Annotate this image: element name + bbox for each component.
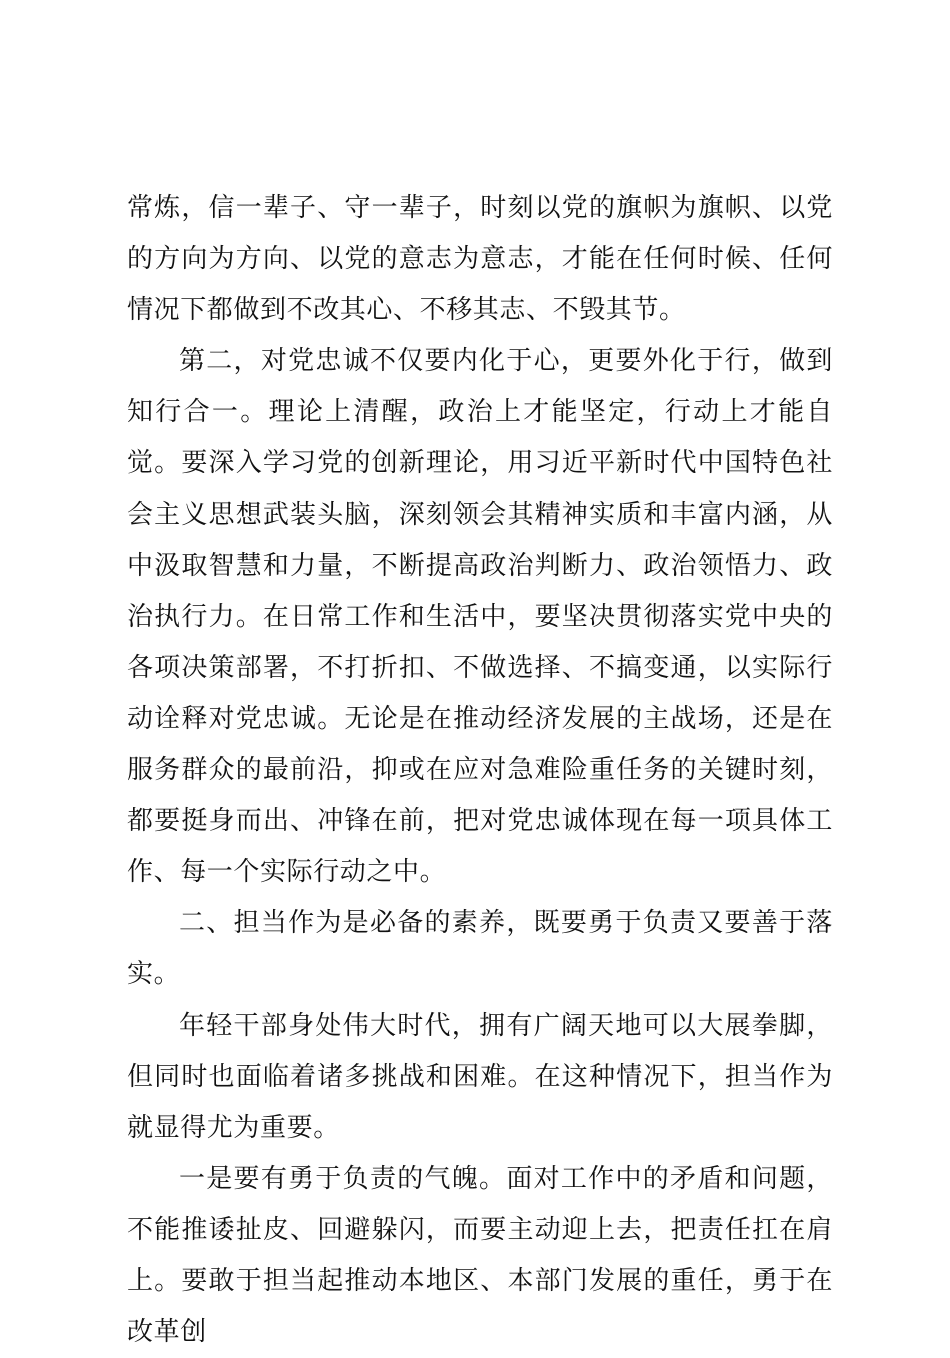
paragraph-continuation: 常炼，信一辈子、守一辈子，时刻以党的旗帜为旗帜、以党的方向为方向、以党的意志为意志，才能在任何时候、任何情况下都做到不改其心、不移其志、不毁其节。 <box>127 193 833 326</box>
paragraph-young-cadres: 年轻干部身处伟大时代，拥有广阔天地可以大展拳脚，但同时也面临着诸多挑战和困难。在这种情况下，担当作为就显得尤为重要。 <box>127 1010 833 1143</box>
paragraph-loyalty-practice: 第二，对党忠诚不仅要内化于心，更要外化于行，做到知行合一。理论上清醒，政治上才能坚定，行动上才能自觉。要深入学习党的创新理论，用习近平新时代中国特色社会主义思想武装头脑，深刻领会其精神实质和丰富内涵，从中汲取智慧和力量，不断提高政治判断力、政治领悟力、政治执行力。在日常工作和生活中，要坚决贯彻落实党中央的各项决策部署，不打折扣、不做选择、不搞变通，以实际行动诠释对党忠诚。无论是在推动经济发展的主战场，还是在服务群众的最前沿，抑或在应对急难险重任务的关键时刻，都要挺身而出、冲锋在前，把对党忠诚体现在每一项具体工作、每一个实际行动之中。 <box>127 346 833 888</box>
section-heading-responsibility: 二、担当作为是必备的素养，既要勇于负责又要善于落实。 <box>127 908 833 990</box>
paragraph-courage: 一是要有勇于负责的气魄。面对工作中的矛盾和问题，不能推诿扯皮、回避躲闪，而要主动迎上去，把责任扛在肩上。要敢于担当起推动本地区、本部门发展的重任，勇于在改革创 <box>127 1163 833 1348</box>
body-text <box>127 183 833 1358</box>
